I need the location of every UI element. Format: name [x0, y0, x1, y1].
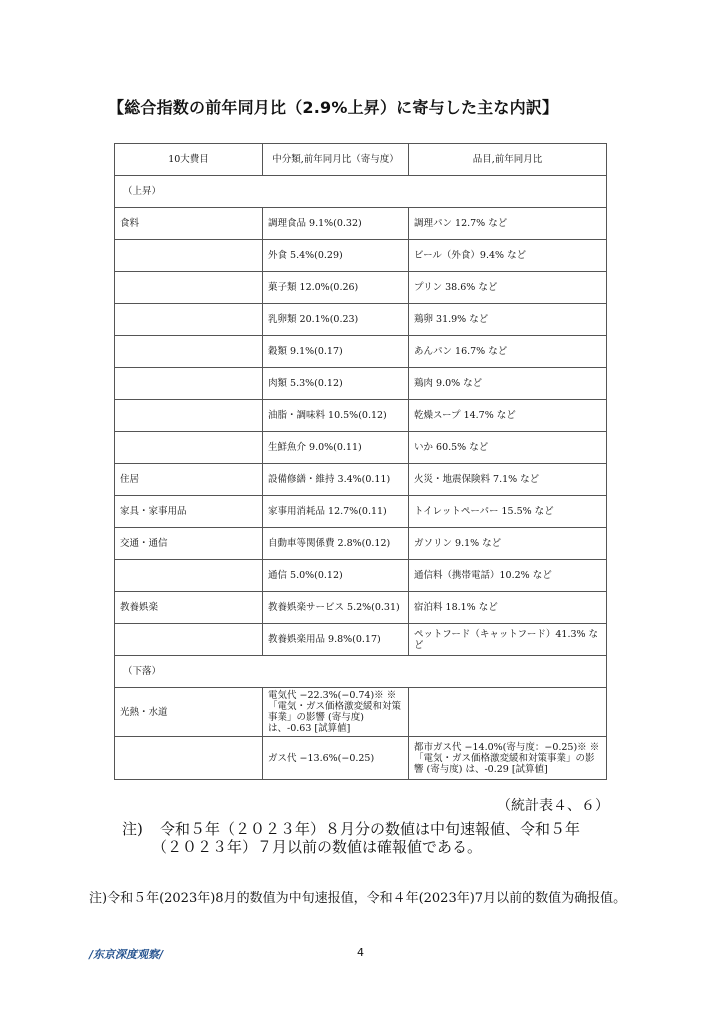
section-row [115, 656, 607, 688]
cell-item: ビール（外食）9.4% など [409, 240, 607, 272]
cell-mid: 教養娯楽サービス 5.2%(0.31) [263, 592, 409, 624]
table-row [115, 240, 607, 272]
cell-mid: 乳卵類 20.1%(0.23) [263, 304, 409, 336]
cell-item: 調理パン 12.7% など [409, 208, 607, 240]
japanese-note [122, 820, 580, 856]
cell-major [115, 624, 263, 656]
table-row [115, 496, 607, 528]
cell-major: 光熱・水道 [115, 688, 263, 737]
cell-mid: 家事用消耗品 12.7%(0.11) [263, 496, 409, 528]
chinese-note: 注)令和５年(2023年)8月的数值为中旬速报值，令和４年(2023年)7月以前的数值为确报值。 [89, 891, 627, 906]
cell-item: ガソリン 9.1% など [409, 528, 607, 560]
cell-mid: 外食 5.4%(0.29) [263, 240, 409, 272]
cell-major [115, 272, 263, 304]
cell-item: いか 60.5% など [409, 432, 607, 464]
cell-mid: 穀類 9.1%(0.17) [263, 336, 409, 368]
table-row [115, 560, 607, 592]
header-major: 10大費目 [115, 144, 263, 176]
header-mid: 中分類,前年同月比（寄与度） [263, 144, 409, 176]
cell-mid: 生鮮魚介 9.0%(0.11) [263, 432, 409, 464]
cell-item: あんパン 16.7% など [409, 336, 607, 368]
cell-major [115, 368, 263, 400]
table-row [115, 272, 607, 304]
cell-item: プリン 38.6% など [409, 272, 607, 304]
cell-mid: 教養娯楽用品 9.8%(0.17) [263, 624, 409, 656]
cell-mid: 肉類 5.3%(0.12) [263, 368, 409, 400]
note-line-1: 令和５年（２０２３年）８月分の数値は中旬速報値、令和５年 [160, 820, 581, 838]
cell-item: 都市ガス代 −14.0%(寄与度：−0.25)※ ※「電気・ガス価格激変緩和対策事業」の影響 (寄与度) は、-0.29 [試算値] [409, 737, 607, 780]
cell-mid: 調理食品 9.1%(0.32) [263, 208, 409, 240]
section-label: （下落） [115, 656, 607, 688]
cell-mid: ガス代 −13.6%(−0.25) [263, 737, 409, 780]
table-row [115, 688, 607, 737]
footer-brand: /东京深度观察/ [89, 948, 164, 961]
section-row [115, 176, 607, 208]
cell-item: 乾燥スープ 14.7% など [409, 400, 607, 432]
cell-item: ペットフード（キャットフード）41.3% など [409, 624, 607, 656]
header-item: 品目,前年同月比 [409, 144, 607, 176]
cell-item: トイレットペーパー 15.5% など [409, 496, 607, 528]
cell-major: 家具・家事用品 [115, 496, 263, 528]
cell-item [409, 688, 607, 737]
page-number: 4 [357, 946, 364, 959]
page-title: 【総合指数の前年同月比（2.9%上昇）に寄与した主な内訳】 [108, 98, 559, 117]
note-label: 注) [122, 820, 143, 838]
cell-mid: 設備修繕・維持 3.4%(0.11) [263, 464, 409, 496]
cell-major [115, 432, 263, 464]
cell-major [115, 336, 263, 368]
cell-major: 交通・通信 [115, 528, 263, 560]
source-note: （統計表４、６） [497, 798, 609, 814]
cell-major [115, 304, 263, 336]
cell-major [115, 240, 263, 272]
table-row [115, 737, 607, 780]
cell-major: 教養娯楽 [115, 592, 263, 624]
table-row [115, 432, 607, 464]
cell-mid: 電気代 −22.3%(−0.74)※ ※「電気・ガス価格激変緩和対策事業」の影響 (寄与度) は、-0.63 [試算値] [263, 688, 409, 737]
table-row [115, 400, 607, 432]
table-row [115, 368, 607, 400]
cell-mid: 通信 5.0%(0.12) [263, 560, 409, 592]
contribution-table [114, 143, 607, 780]
cell-mid: 自動車等関係費 2.8%(0.12) [263, 528, 409, 560]
cell-major [115, 737, 263, 780]
cell-major [115, 560, 263, 592]
table-row [115, 304, 607, 336]
cell-item: 鶏肉 9.0% など [409, 368, 607, 400]
table-row [115, 624, 607, 656]
cell-item: 通信料（携帯電話）10.2% など [409, 560, 607, 592]
table-row [115, 592, 607, 624]
table-row [115, 528, 607, 560]
cell-major: 食料 [115, 208, 263, 240]
cell-major [115, 400, 263, 432]
cell-mid: 油脂・調味料 10.5%(0.12) [263, 400, 409, 432]
cell-item: 鶏卵 31.9% など [409, 304, 607, 336]
table-row [115, 208, 607, 240]
cell-item: 火災・地震保険料 7.1% など [409, 464, 607, 496]
table-row [115, 464, 607, 496]
cell-mid: 菓子類 12.0%(0.26) [263, 272, 409, 304]
cell-item: 宿泊料 18.1% など [409, 592, 607, 624]
table-header-row [115, 144, 607, 176]
table-row [115, 336, 607, 368]
note-line-2: （２０２３年）７月以前の数値は確報値である。 [152, 838, 483, 856]
section-label: （上昇） [115, 176, 607, 208]
cell-major: 住居 [115, 464, 263, 496]
